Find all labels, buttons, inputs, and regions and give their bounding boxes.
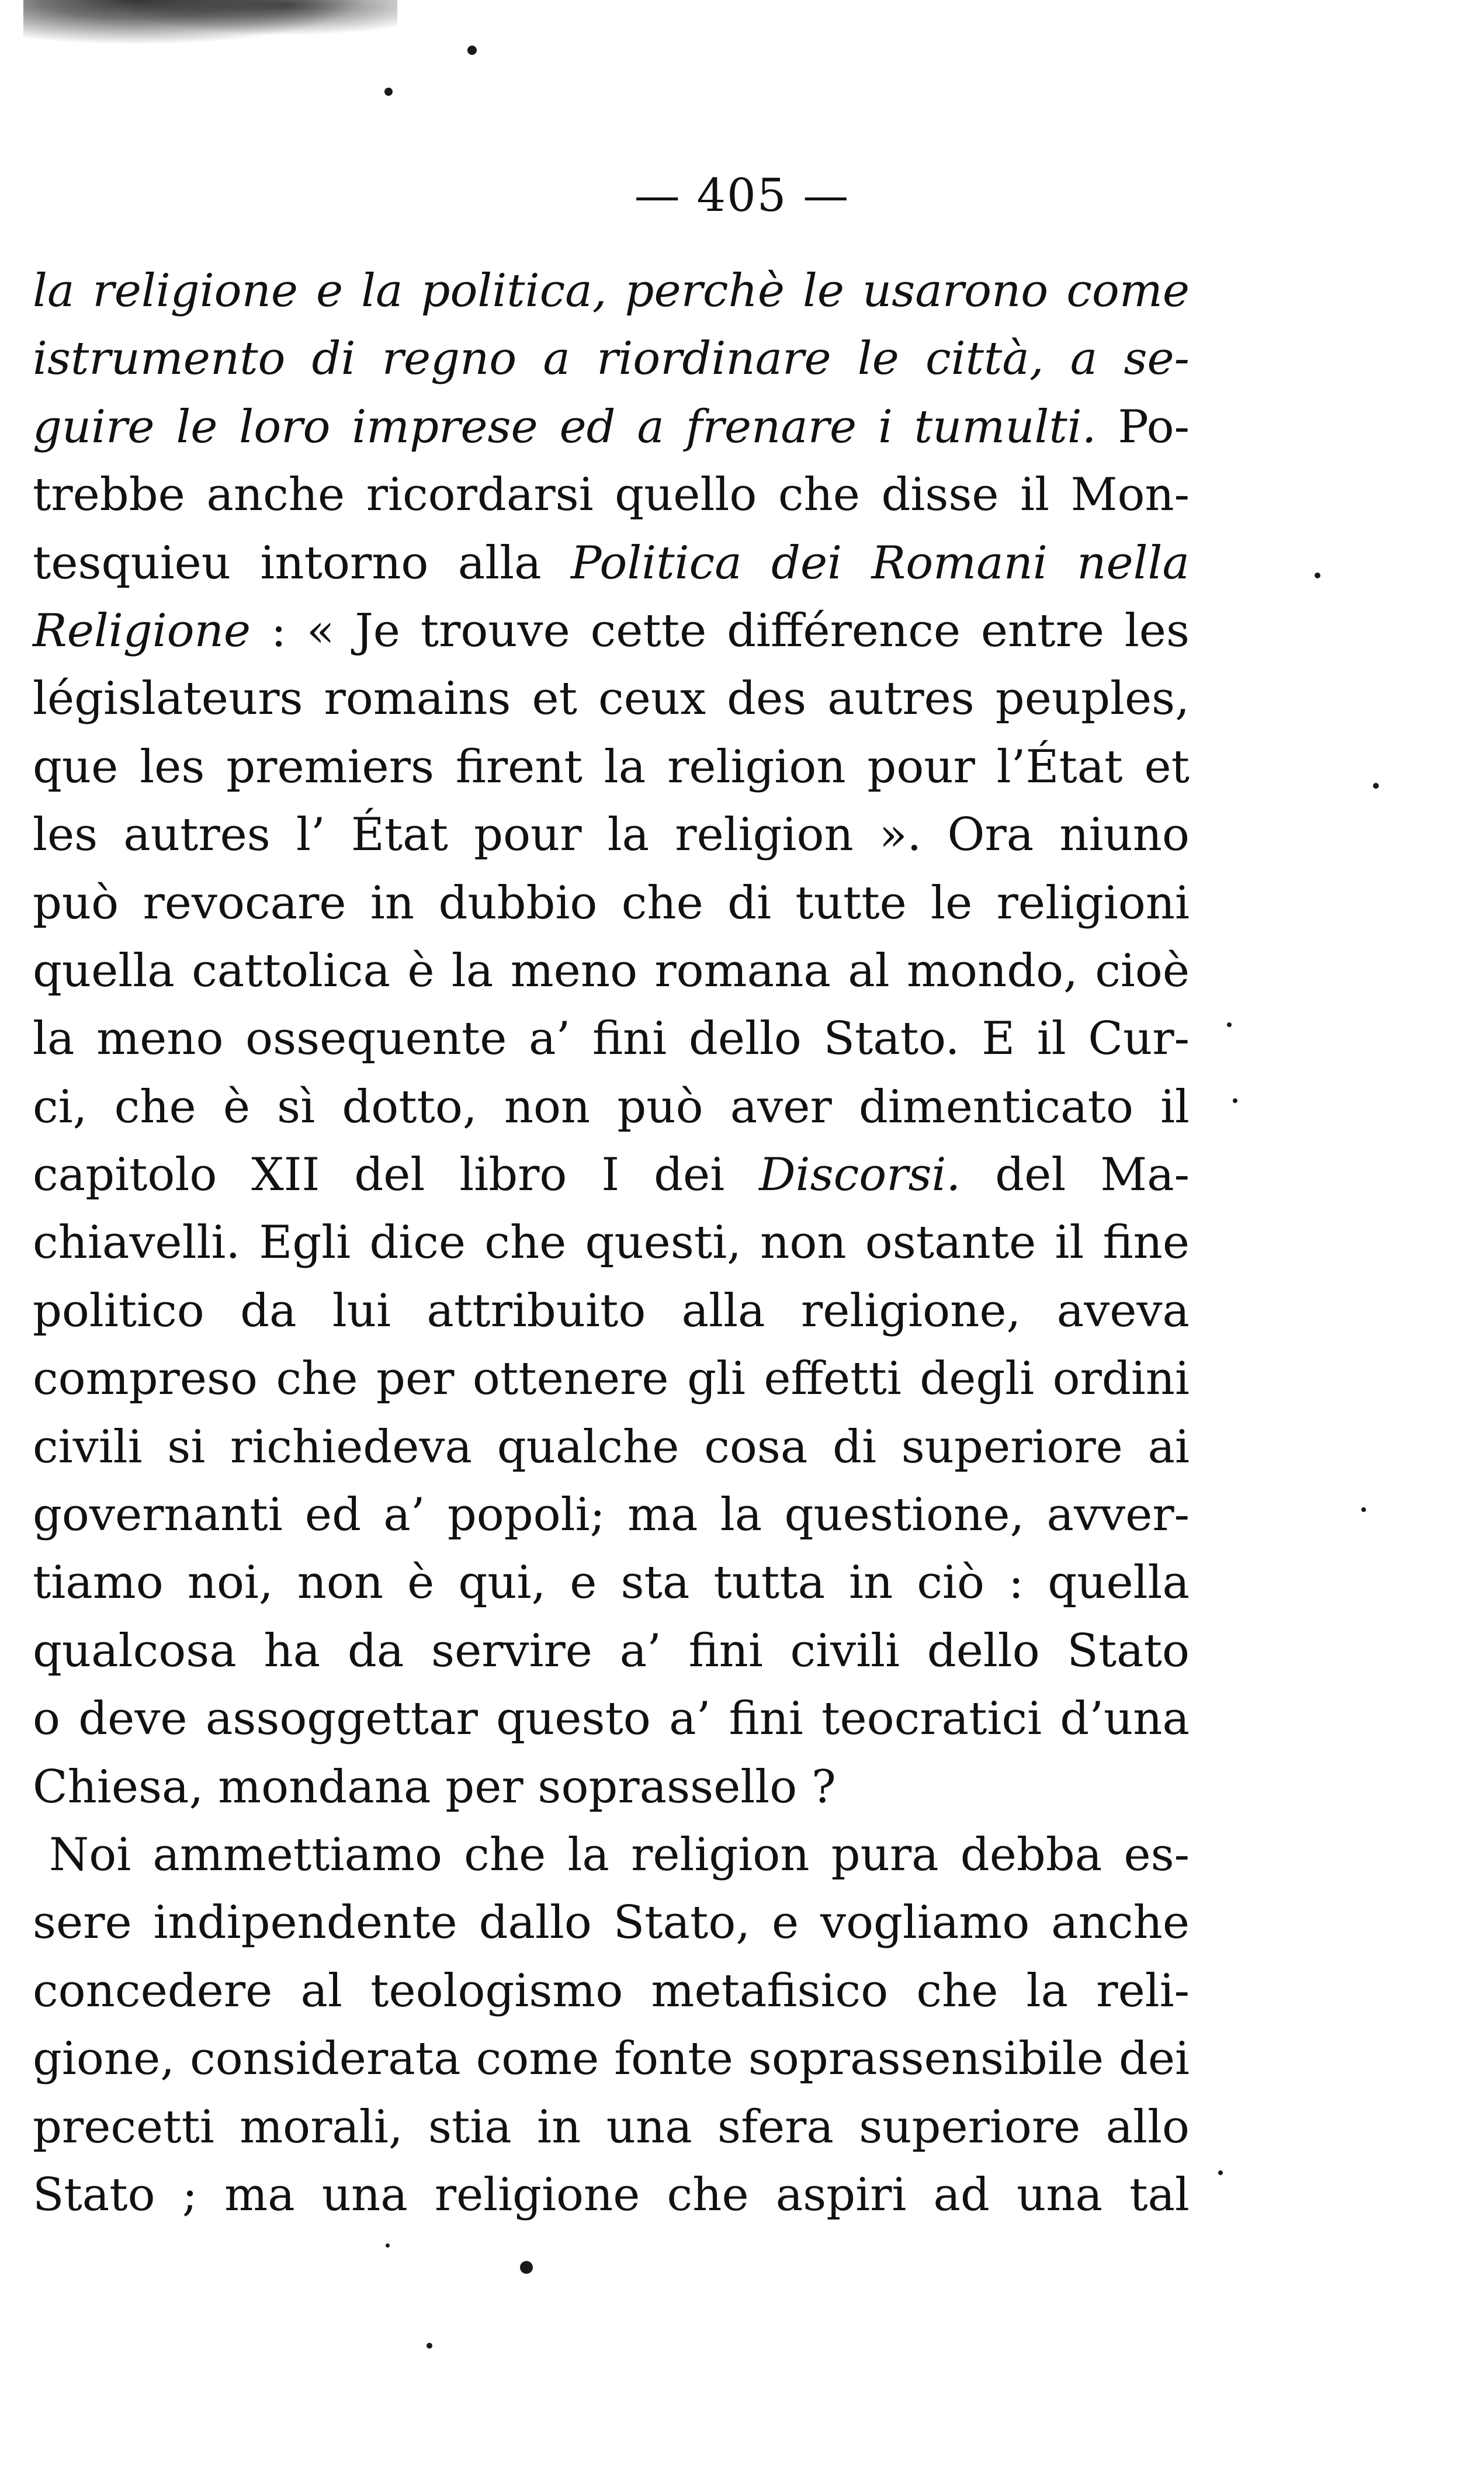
text-line [33,1141,1190,1209]
text-segment: trebbe anche ricordarsi quello che disse il Mon- [33,469,1190,522]
text-segment: gione, considerata come fonte soprassensibile dei [33,2033,1190,2086]
text-segment: governanti ed a’ popoli; ma la questione, avver- [33,1489,1190,1542]
text-line [33,257,1190,325]
italic-text: Politica dei Romani nella [571,536,1190,589]
italic-text: guire le loro imprese ed a frenare i tumulti. [33,400,1097,453]
text-segment: compreso che per ottenere gli effetti degli ordini [33,1352,1190,1406]
text-segment: Noi ammettiamo che la religion pura debba es- [49,1828,1190,1881]
text-segment: tiamo noi, non è qui, e sta tutta in ciò : quella [33,1556,1190,1610]
ink-speck [467,46,477,55]
text-line [33,801,1190,869]
text-segment: o deve assoggettar questo a’ fini teocratici d’una [33,1693,1190,1746]
text-segment: ci, che è sì dotto, non può aver dimenticato il [33,1080,1190,1133]
text-line [33,733,1190,801]
text-line [33,1957,1190,2025]
text-segment: del Ma- [961,1149,1190,1202]
text-segment: la meno ossequente a’ fini dello Stato. E il Cur- [33,1012,1190,1066]
text-line [33,1821,1190,1889]
text-segment: può revocare in dubbio che di tutte le religioni [33,876,1190,930]
text-line [33,1073,1190,1141]
text-line [33,2025,1190,2093]
text-line [33,1889,1190,1957]
italic-text: Religione [33,604,251,657]
text-line [33,869,1190,937]
text-line [33,461,1190,529]
ink-speck [427,2343,432,2349]
ink-speck [1218,2170,1223,2175]
text-segment: quella cattolica è la meno romana al mondo, cioè [33,944,1190,997]
text-line [33,2093,1190,2161]
text-line [33,597,1190,665]
italic-text: Discorsi. [759,1149,961,1202]
page-number: — 405 — [634,169,850,222]
text-line [33,1549,1190,1617]
text-line [33,1753,1190,1821]
text-line [33,937,1190,1005]
text-segment: chiavelli. Egli dice che questi, non ostante il fine [33,1216,1190,1270]
text-segment: qualcosa ha da servire a’ fini civili dello Stato [33,1624,1190,1677]
text-segment: législateurs romains et ceux des autres peuples, [33,672,1190,726]
text-line [33,1685,1190,1753]
ink-speck [386,2243,390,2248]
text-line [33,1481,1190,1549]
ink-speck [384,88,393,96]
ink-speck [1373,783,1379,789]
text-segment: : « Je trouve cette différence entre les [251,604,1190,657]
text-segment: civili si richiedeva qualche cosa di superiore ai [33,1420,1190,1473]
text-line [33,325,1190,393]
text-line [33,665,1190,733]
text-line [33,1209,1190,1277]
italic-text: la religione e la politica, perchè le usarono come [33,265,1190,317]
text-segment: Chiesa, mondana per soprassello ? [33,1760,836,1813]
ink-speck [1361,1507,1366,1512]
text-segment: precetti morali, stia in una sfera superiore allo [33,2100,1190,2153]
ink-speck [1315,573,1320,578]
text-line [33,1345,1190,1413]
text-segment: les autres l’ État pour la religion ». Ora niuno [33,809,1190,862]
text-segment: concedere al teologismo metafisico che la reli- [33,1964,1190,2017]
italic-text: istrumento di regno a riordinare le città, a se- [33,332,1190,386]
text-line [33,2161,1190,2229]
text-line [33,1617,1190,1685]
text-segment: Stato ; ma una religione che aspiri ad una tal [33,2168,1190,2221]
text-line [33,529,1190,597]
text-segment: Po- [1096,400,1190,453]
ink-speck [1227,1022,1232,1027]
text-segment: politico da lui attribuito alla religione, aveva [33,1284,1190,1337]
ink-blot [23,0,397,53]
text-segment: que les premiers firent la religion pour l’État et [33,740,1190,793]
text-line [33,393,1190,461]
text-segment: tesquieu intorno alla [33,536,571,589]
text-line [33,1413,1190,1481]
ink-speck [520,2261,533,2274]
text-segment: capitolo XII del libro I dei [33,1149,760,1202]
text-segment: sere indipendente dallo Stato, e vogliamo anche [33,1896,1190,1950]
ink-speck [1233,1098,1237,1103]
text-line [33,1005,1190,1073]
text-line [33,1277,1190,1345]
body-text [33,257,1190,2229]
